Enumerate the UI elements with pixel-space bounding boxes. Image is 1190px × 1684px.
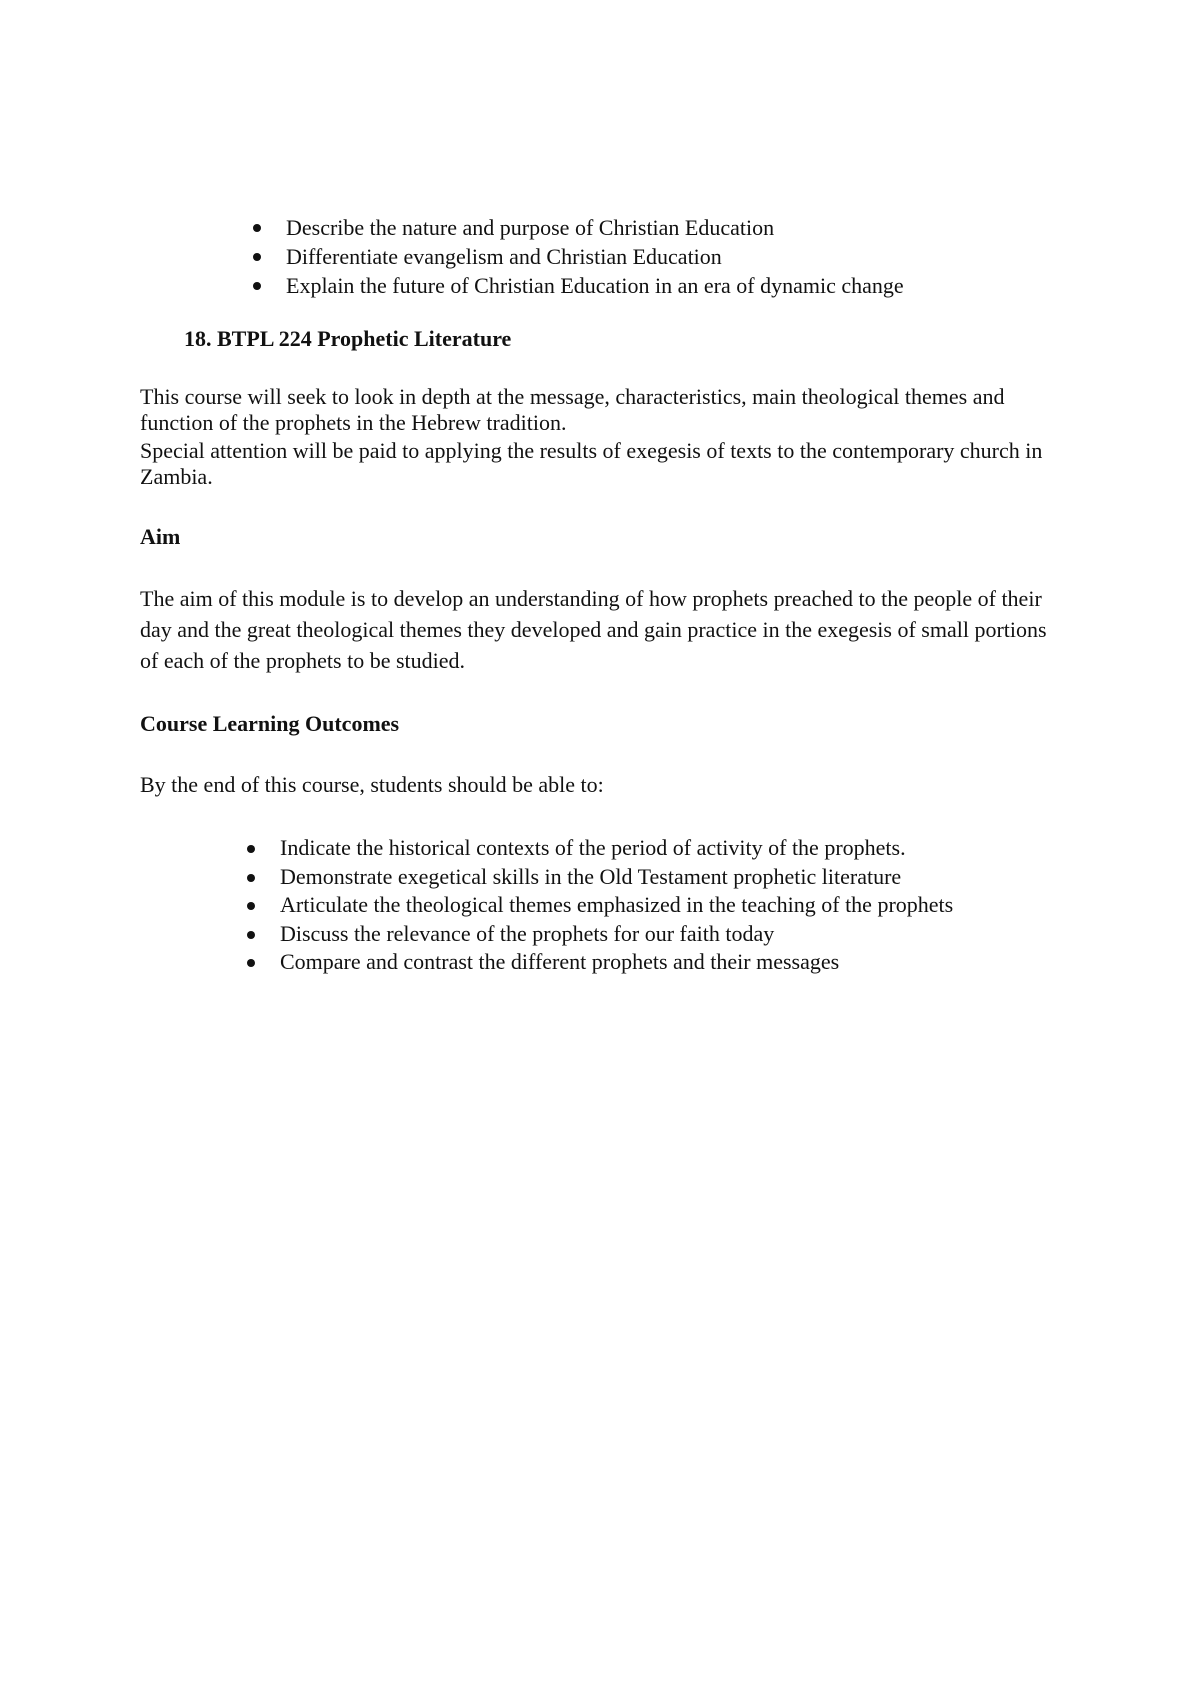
outcomes-lead-text: By the end of this course, students should be able to: — [140, 772, 604, 797]
list-item-text: Discuss the relevance of the prophets for our faith today — [280, 920, 775, 946]
list-item — [286, 271, 904, 300]
list-item-text: Compare and contrast the different prophets and their messages — [280, 949, 840, 974]
bullet-icon — [247, 931, 255, 939]
bullet-icon — [253, 282, 261, 290]
christian-education-outcomes-list — [286, 213, 904, 300]
course-heading: 18. BTPL 224 Prophetic Literature — [184, 326, 512, 351]
outcomes-heading: Course Learning Outcomes — [140, 711, 400, 736]
bullet-icon — [247, 845, 255, 853]
list-item-text: Describe the nature and purpose of Christian Education — [286, 215, 775, 240]
list-item-text: Demonstrate exegetical skills in the Old Testament prophetic literature — [280, 863, 902, 889]
course-intro-paragraph: This course will seek to look in depth at the message, characteristics, main theological themes and function of the prophets in the Hebrew tradition. — [140, 384, 1005, 435]
list-item — [280, 863, 953, 892]
aim-paragraph: The aim of this module is to develop an understanding of how prophets preached to the people of their day and the great theological themes they developed and gain practice in the exegesis of small portions of each of the prophets to be studied. — [140, 586, 1047, 673]
course-intro-paragraph-2: Special attention will be paid to applying the results of exegesis of texts to the contemporary church in Zambia. — [140, 438, 1043, 489]
aim-heading: Aim — [140, 524, 181, 549]
list-item — [280, 834, 953, 863]
bullet-icon — [247, 902, 255, 910]
bullet-icon — [247, 959, 255, 967]
bullet-icon — [247, 874, 255, 882]
list-item-text: Explain the future of Christian Education in an era of dynamic change — [286, 273, 904, 298]
list-item — [280, 948, 953, 977]
list-item — [286, 242, 904, 271]
learning-outcomes-list — [280, 834, 953, 977]
list-item — [280, 891, 953, 920]
list-item-text: Articulate the theological themes emphasized in the teaching of the prophets — [280, 892, 954, 917]
bullet-icon — [253, 224, 261, 232]
list-item — [280, 920, 953, 949]
list-item-text: Differentiate evangelism and Christian Education — [286, 244, 722, 269]
list-item-text: Indicate the historical contexts of the period of activity of the prophets. — [280, 835, 906, 860]
bullet-icon — [253, 253, 261, 261]
list-item — [286, 213, 904, 242]
